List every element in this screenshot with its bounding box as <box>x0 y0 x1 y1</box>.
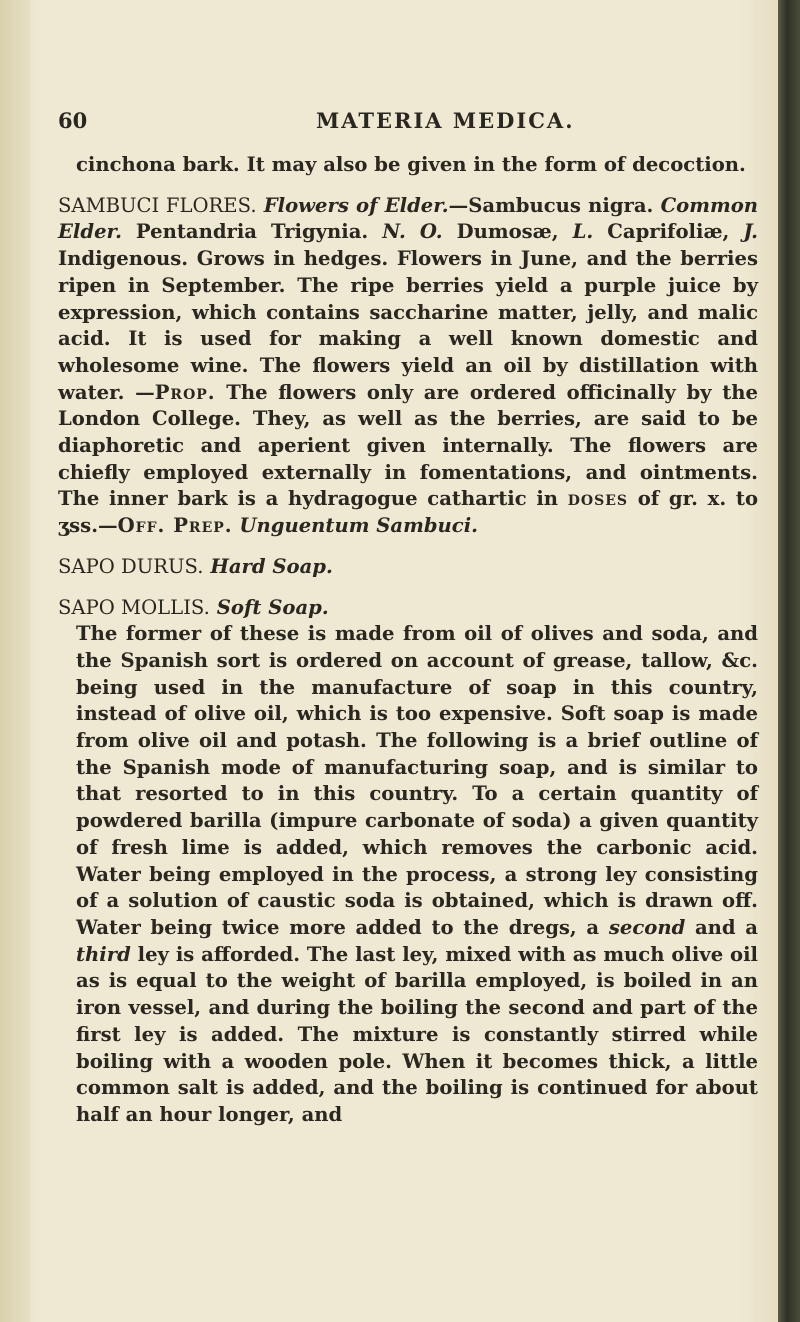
entry-english-sapo-mollis: Soft Soap. <box>216 595 329 619</box>
entry-sapo-durus <box>58 554 758 581</box>
entry-head-sapo-durus: SAPO DURUS. <box>58 554 204 578</box>
running-title: MATERIA MEDICA. <box>316 108 575 133</box>
entry-head-sambuci: SAMBUCI FLORES. <box>58 193 257 217</box>
entry-english-sambuci: Flowers of Elder. <box>263 193 449 217</box>
book-spine-edge <box>778 0 800 1322</box>
entry-sapo-mollis <box>58 595 758 622</box>
entry-head-sapo-mollis: SAPO MOLLIS. <box>58 595 210 619</box>
left-page-edge <box>0 0 30 1322</box>
running-header <box>58 108 758 142</box>
paragraph-cinchona: cinchona bark. It may also be given in the form of decoction. <box>76 153 746 176</box>
body-text <box>58 152 758 1129</box>
entry-sambuci: SAMBUCI FLORES. Flowers of Elder.—Sambucus nigra. Common Elder. Pentandria Trigynia. N. O. Dumosæ, L. Caprifoliæ, J. Indigenous. Grows in hedges. Flowers in June, and the berries ripen in September. The ripe berries yield a purple juice by expression, which contains saccharine matter, jelly, and malic acid. It is used for making a well known domestic and wholesome wine. The flowers yield an oil by distillation with water. —Prop. The flowers only are ordered officinally by the London College. They, as well as the berries, are said to be diaphoretic and aperient given internally. The flowers are chiefly employed externally in fomentations, and ointments. The inner bark is a hydragogue cathartic in doses of gr. x. to ʒss.—Off. Prep. Unguentum Sambuci. <box>58 193 759 538</box>
page-number: 60 <box>58 108 88 133</box>
entry-english-sapo-durus: Hard Soap. <box>210 554 333 578</box>
paragraph-soap: The former of these is made from oil of olives and soda, and the Spanish sort is ordered on account of grease, tallow, &c. being used in the manufacture of soap in this country, instead of olive oil, which is too expensive. Soft soap is made from olive oil and potash. The following is a brief outline of the Spanish mode of manufacturing soap, and is similar to that resorted to in this country. To a certain quantity of powdered barilla (impure carbonate of soda) a given quantity of fresh lime is added, which removes the carbonic acid. Water being employed in the process, a strong ley consisting of a solution of caustic soda is obtained, which is drawn off. Water being twice more added to the dregs, a second and a third ley is afforded. The last ley, mixed with as much olive oil as is equal to the weight of barilla employed, is boiled in an iron vessel, and during the boiling the second and part of the first ley is added. The mixture is constantly stirred while boiling with a wooden pole. When it becomes thick, a little common salt is added, and the boiling is continued for about half an hour longer, and <box>76 622 758 1126</box>
